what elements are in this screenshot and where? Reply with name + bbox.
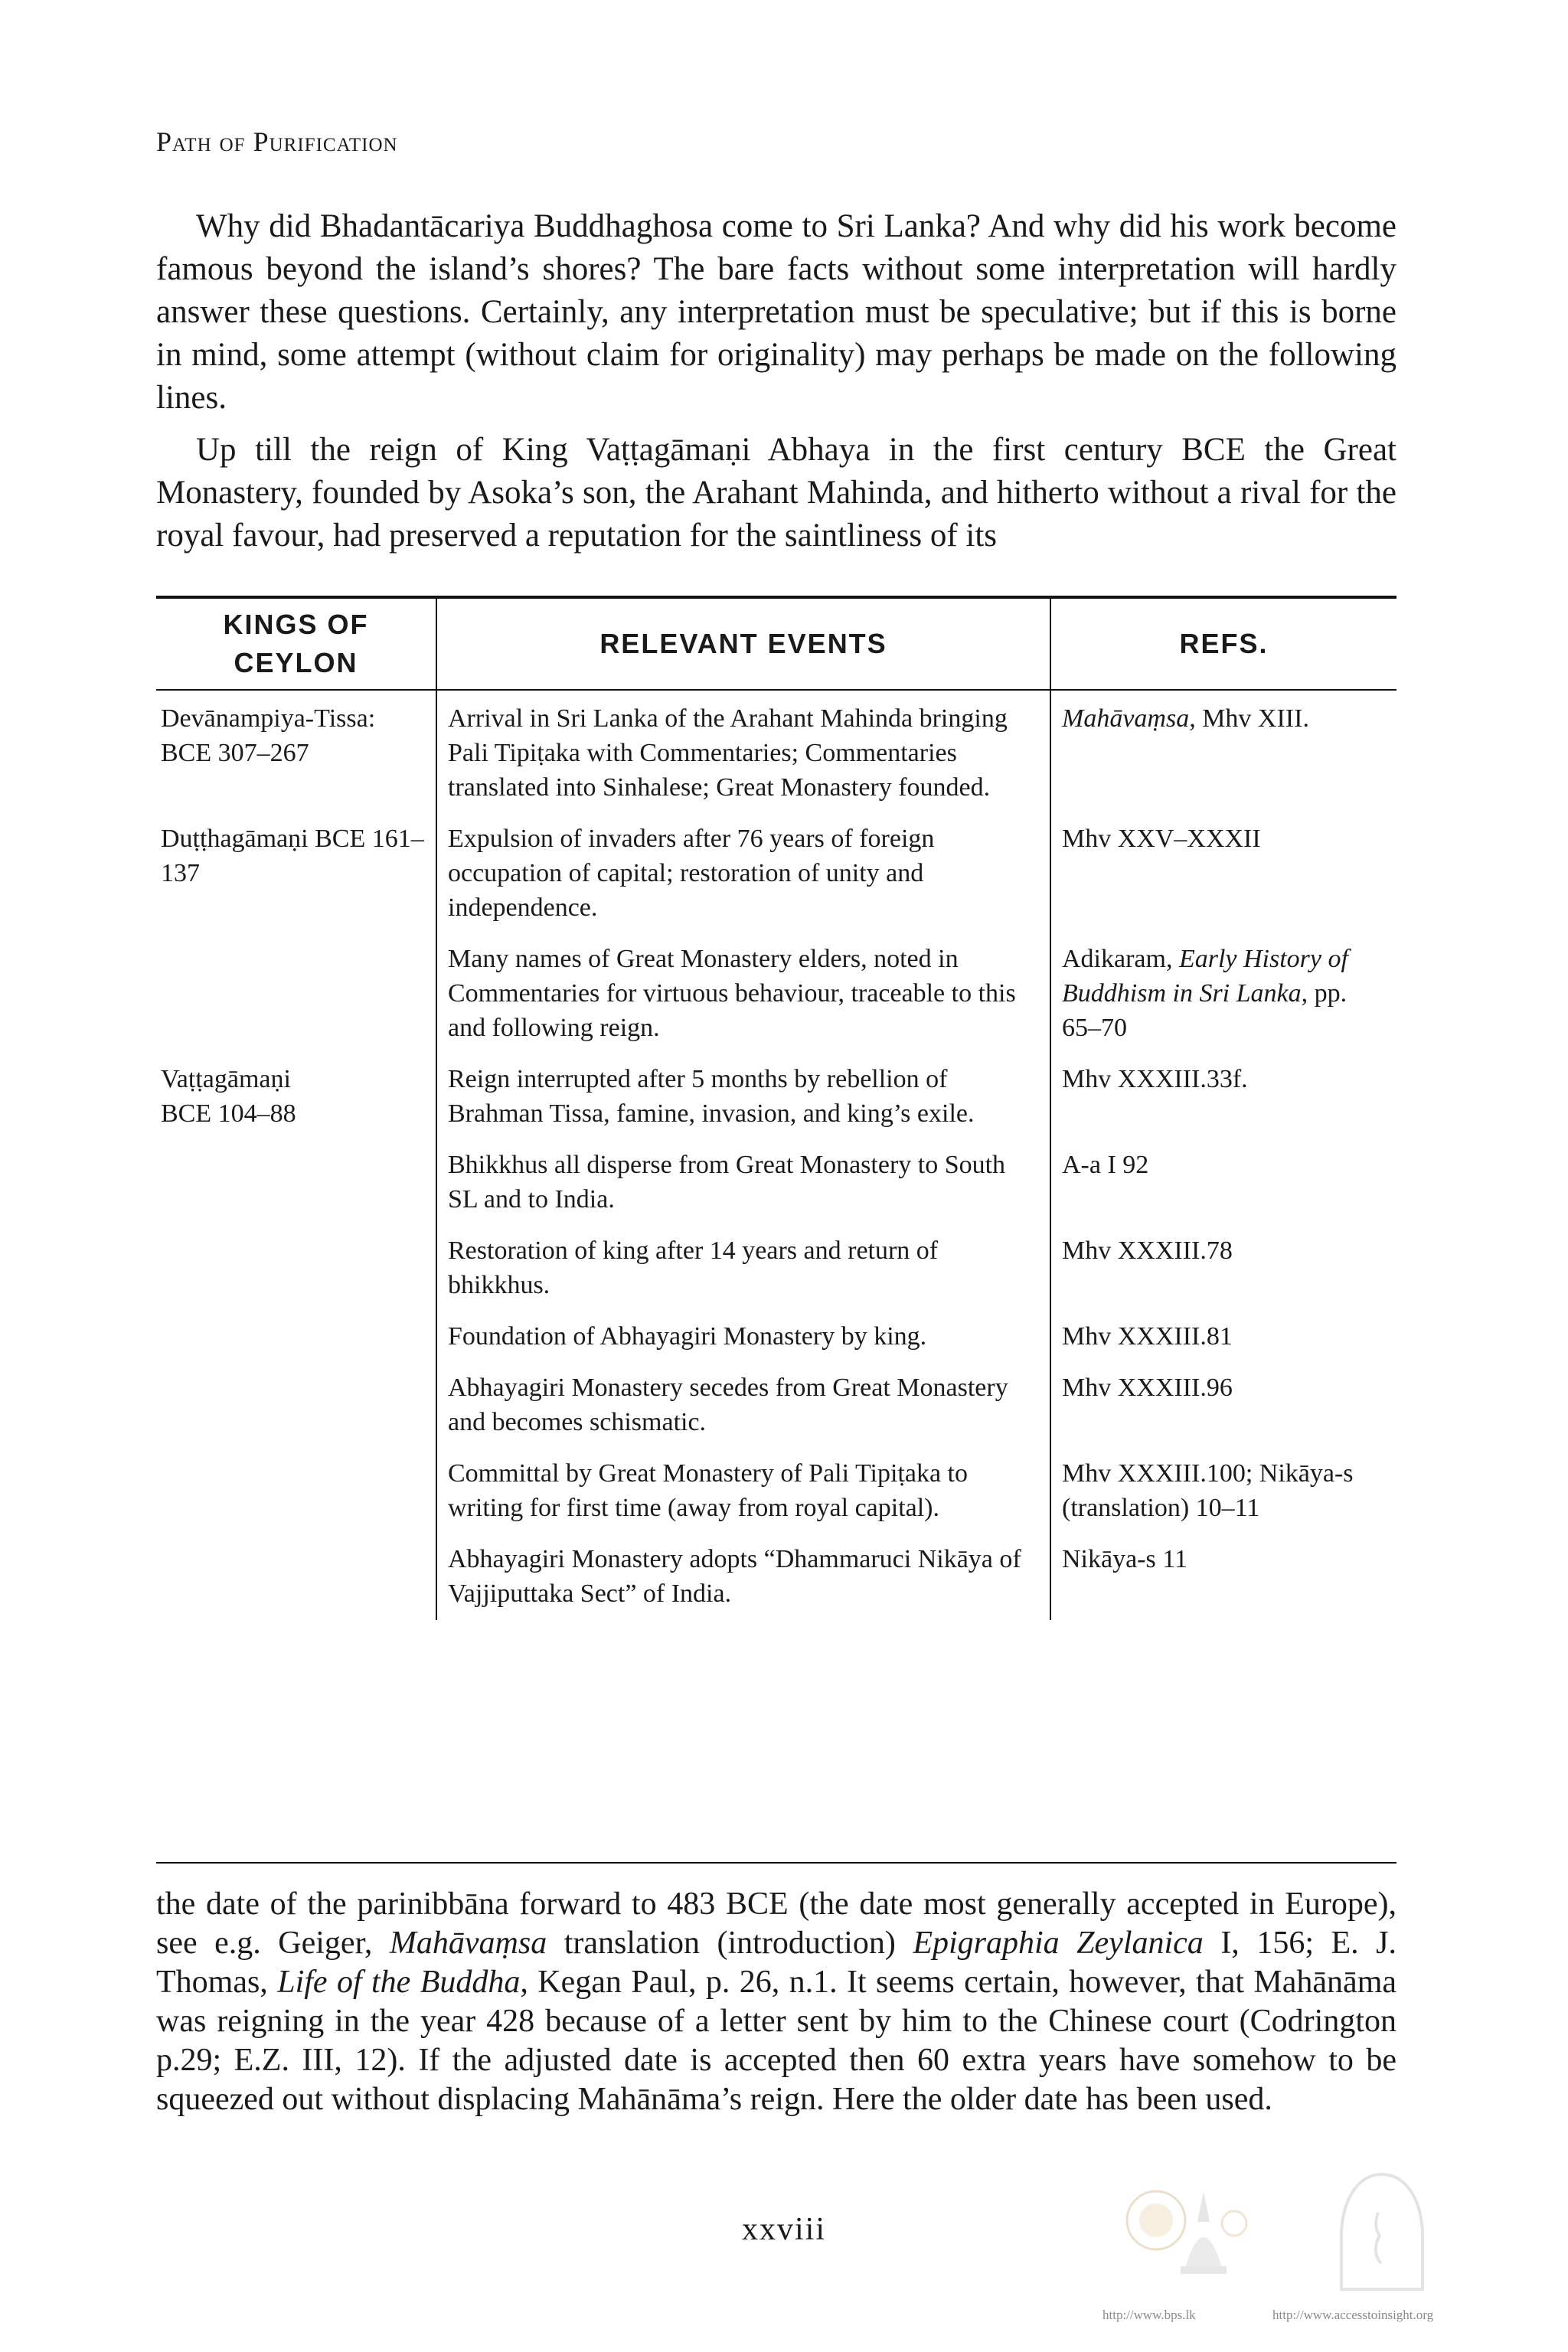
event-cell: Many names of Great Monastery elders, noted in Commentaries for virtuous behaviour, traceable to this and following reign.	[436, 934, 1050, 1054]
paragraph-2: Up till the reign of King Vaṭṭagāmaṇi Abhaya in the first century BCE the Great Monastery, founded by Asoka’s son, the Arahant Mahinda, and hitherto without a rival for the royal favour, had preserved a reputation for the saintliness of its	[156, 432, 1396, 554]
ref-text-before: Adikaram,	[1062, 945, 1179, 973]
header-kings: KINGS OF CEYLON	[156, 597, 436, 690]
king-cell	[156, 1140, 436, 1226]
event-cell: Bhikkhus all disperse from Great Monastery to South SL and to India.	[436, 1140, 1050, 1226]
king-cell	[156, 1312, 436, 1363]
ref-cell	[1050, 1312, 1396, 1363]
header-events: RELEVANT EVENTS	[436, 597, 1050, 690]
event-cell: Abhayagiri Monastery adopts “Dhammaruci Nikāya of Vajjiputtaka Sect” of India.	[436, 1534, 1050, 1620]
running-head: Path of Purification	[156, 126, 398, 157]
footnote	[156, 1885, 1396, 2119]
footnote-italic: Epigraphia Zeylanica	[913, 1926, 1204, 1961]
stupa-lotus-icon	[1119, 2176, 1250, 2291]
king-cell	[156, 690, 436, 814]
ref-text: Mhv XXXIII.33f.	[1062, 1065, 1248, 1093]
event-cell: Foundation of Abhayagiri Monastery by king.	[436, 1312, 1050, 1363]
event-cell: Committal by Great Monastery of Pali Tipiṭaka to writing for first time (away from royal capital).	[436, 1449, 1050, 1534]
king-cell	[156, 1363, 436, 1449]
king-cell	[156, 934, 436, 1054]
table-row	[156, 1534, 1396, 1620]
table-row	[156, 1312, 1396, 1363]
ref-cell	[1050, 1226, 1396, 1312]
king-cell	[156, 1534, 436, 1620]
king-dates: BCE 307–267	[161, 739, 309, 767]
ref-italic: Mahāvaṃsa,	[1062, 704, 1196, 733]
king-cell	[156, 1226, 436, 1312]
ref-cell	[1050, 1449, 1396, 1534]
table-row	[156, 1226, 1396, 1312]
footnote-rule	[156, 1862, 1396, 1864]
king-cell	[156, 1449, 436, 1534]
king-dates: BCE 104–88	[161, 1099, 296, 1128]
ref-cell	[1050, 1534, 1396, 1620]
body-text	[156, 205, 1396, 567]
table-header-row	[156, 597, 1396, 690]
footnote-span: , Kegan Paul, p. 26, n.1. It seems certain, however, that Mahānāma was reigning in the year 428 because of a letter sent by him to the Chinese court (Codrington p.29; E.Z. III, 12). If the adjusted date is accepted then 60 extra years have somehow to be squeezed out without displacing Mahānāma’s reign. Here the older date has been used.	[156, 1965, 1397, 2117]
table-row	[156, 1054, 1396, 1140]
ref-cell	[1050, 690, 1396, 814]
ref-text: Nikāya-s 11	[1062, 1545, 1187, 1573]
ref-italic: Early History of Buddhism in Sri Lanka,	[1062, 945, 1348, 1008]
footnote-text	[156, 1885, 1396, 2119]
table-row	[156, 934, 1396, 1054]
king-cell	[156, 1054, 436, 1140]
king-name: Duṭṭhagāmaṇi BCE 161–137	[161, 825, 424, 887]
ref-cell	[1050, 1054, 1396, 1140]
event-cell: Reign interrupted after 5 months by rebellion of Brahman Tissa, famine, invasion, and king’s exile.	[436, 1054, 1050, 1140]
ref-cell	[1050, 1363, 1396, 1449]
buddha-silhouette-icon	[1325, 2167, 1439, 2297]
event-cell: Abhayagiri Monastery secedes from Great Monastery and becomes schismatic.	[436, 1363, 1050, 1449]
king-name: Devānampiya-Tissa:	[161, 704, 376, 733]
ref-text: Mhv XXXIII.78	[1062, 1236, 1233, 1265]
watermark-url-bps[interactable]: http://www.bps.lk	[1102, 2308, 1196, 2322]
chronology-table	[156, 596, 1396, 1620]
footnote-span: I, 156; E. J. Thomas,	[156, 1926, 1397, 2000]
event-cell: Arrival in Sri Lanka of the Arahant Mahinda bringing Pali Tipiṭaka with Commentaries; Commentaries translated into Sinhalese; Great Monastery founded.	[436, 690, 1050, 814]
ref-text: pp. 65–70	[1062, 979, 1348, 1042]
ref-cell	[1050, 814, 1396, 934]
table-row	[156, 690, 1396, 814]
events-table	[156, 596, 1396, 1620]
page-number: xxviii	[741, 2212, 826, 2247]
footnote-span: translation (introduction)	[547, 1926, 913, 1961]
paragraph-1: Why did Bhadantācariya Buddhaghosa come to Sri Lanka? And why did his work become famous beyond the island’s shores? The bare facts without some interpretation will hardly answer these questions. Certainly, any interpretation must be speculative; but if this is borne in mind, some attempt (without claim for originality) may perhaps be made on the following lines.	[156, 208, 1396, 416]
event-cell: Expulsion of invaders after 76 years of foreign occupation of capital; restoration of unity and independence.	[436, 814, 1050, 934]
table-row	[156, 1449, 1396, 1534]
watermark-url-ati[interactable]: http://www.accesstoinsight.org	[1272, 2308, 1434, 2322]
ref-text: Mhv XIII.	[1195, 704, 1309, 733]
king-name: Vaṭṭagāmaṇi	[161, 1065, 291, 1093]
header-refs: REFS.	[1179, 628, 1269, 659]
ref-text: Mhv XXV–XXXII	[1062, 825, 1261, 853]
footnote-span: the date of the parinibbāna forward to 483 BCE (the date most generally accepted in Europe), see e.g. Geiger,	[156, 1886, 1396, 1961]
event-cell: Restoration of king after 14 years and return of bhikkhus.	[436, 1226, 1050, 1312]
ref-text: Mhv XXXIII.100; Nikāya-s (translation) 10–11	[1062, 1459, 1354, 1522]
table-row	[156, 1140, 1396, 1226]
table-row	[156, 814, 1396, 934]
ref-text: Mhv XXXIII.81	[1062, 1322, 1233, 1351]
ref-text: Mhv XXXIII.96	[1062, 1374, 1233, 1402]
ref-cell	[1050, 1140, 1396, 1226]
ref-text: A-a I 92	[1062, 1151, 1149, 1179]
footnote-italic: Mahāvaṃsa	[389, 1926, 547, 1961]
footnote-italic: Life of the Buddha	[277, 1965, 521, 2000]
king-cell	[156, 814, 436, 934]
table-row	[156, 1363, 1396, 1449]
ref-cell	[1050, 934, 1396, 1054]
